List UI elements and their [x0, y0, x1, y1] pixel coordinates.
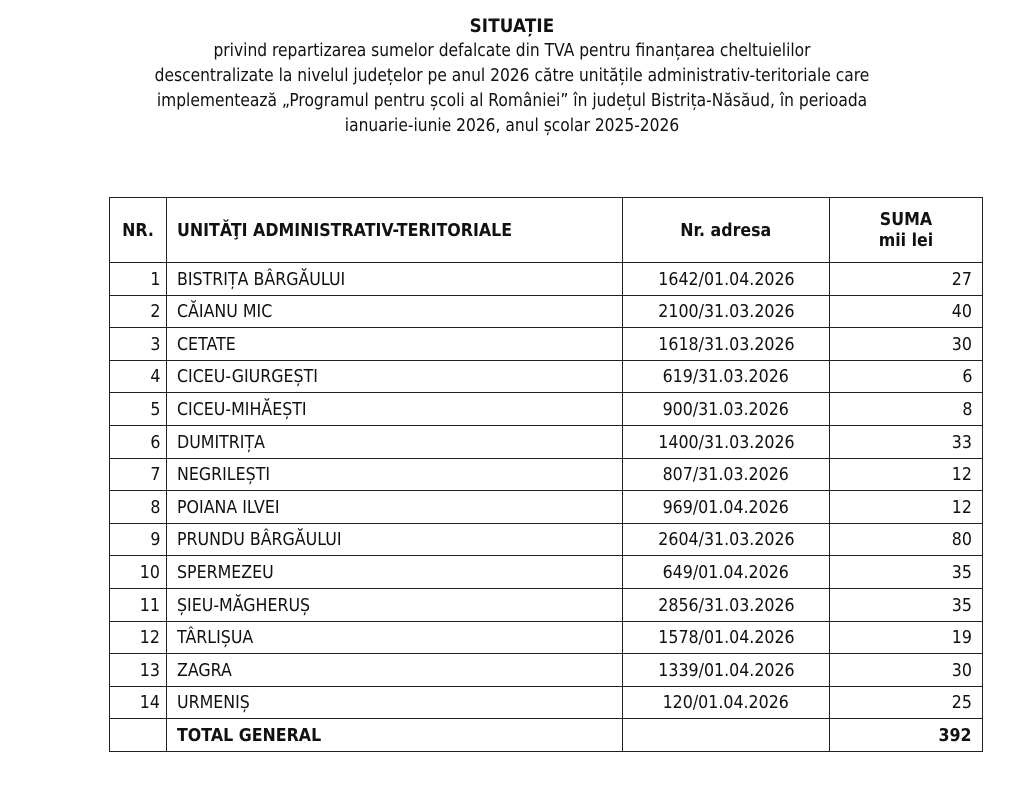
header-suma [830, 198, 983, 263]
allocation-table [109, 197, 983, 752]
row-amount: 35 [830, 556, 983, 589]
header-suma-unit: mii lei [878, 230, 934, 251]
table-row [110, 588, 983, 621]
subtitle-line: implementează „Programul pentru școli al României” în județul Bistrița-Năsăud, în perioada [156, 90, 868, 111]
total-nr-cell [110, 719, 167, 752]
table-row [110, 263, 983, 296]
row-amount: 25 [830, 686, 983, 719]
row-address-number: 969/01.04.2026 [623, 491, 830, 524]
table-row [110, 393, 983, 426]
row-address-number: 619/31.03.2026 [623, 360, 830, 393]
row-address-number: 1339/01.04.2026 [623, 654, 830, 687]
row-number: 1 [110, 263, 167, 296]
row-number: 4 [110, 360, 167, 393]
table-row [110, 295, 983, 328]
row-uat-name: NEGRILEȘTI [167, 458, 623, 491]
document-heading [0, 14, 1024, 138]
row-amount: 27 [830, 263, 983, 296]
header-nr: NR. [110, 198, 167, 263]
table-body [110, 263, 983, 752]
row-uat-name: BISTRIȚA BÂRGĂULUI [167, 263, 623, 296]
document-title: SITUAȚIE [469, 15, 555, 37]
row-amount: 35 [830, 588, 983, 621]
row-address-number: 1578/01.04.2026 [623, 621, 830, 654]
row-uat-name: PRUNDU BÂRGĂULUI [167, 523, 623, 556]
row-amount: 33 [830, 425, 983, 458]
row-uat-name: CETATE [167, 328, 623, 361]
row-address-number: 900/31.03.2026 [623, 393, 830, 426]
table-row [110, 458, 983, 491]
table-row [110, 621, 983, 654]
row-uat-name: ZAGRA [167, 654, 623, 687]
row-number: 8 [110, 491, 167, 524]
row-address-number: 649/01.04.2026 [623, 556, 830, 589]
row-number: 3 [110, 328, 167, 361]
row-number: 6 [110, 425, 167, 458]
row-amount: 80 [830, 523, 983, 556]
row-number: 2 [110, 295, 167, 328]
row-uat-name: DUMITRIȚA [167, 425, 623, 458]
table-header-row [110, 198, 983, 263]
row-address-number: 1642/01.04.2026 [623, 263, 830, 296]
row-amount: 12 [830, 491, 983, 524]
table-row [110, 328, 983, 361]
table-row [110, 654, 983, 687]
row-amount: 19 [830, 621, 983, 654]
table-row [110, 425, 983, 458]
subtitle-line: descentralizate la nivelul județelor pe anul 2026 către unitățile administrativ-teritoriale care [154, 65, 870, 86]
row-uat-name: URMENIȘ [167, 686, 623, 719]
row-uat-name: CICEU-GIURGEȘTI [167, 360, 623, 393]
row-uat-name: POIANA ILVEI [167, 491, 623, 524]
row-uat-name: CICEU-MIHĂEȘTI [167, 393, 623, 426]
header-adresa: Nr. adresa [623, 198, 830, 263]
row-number: 10 [110, 556, 167, 589]
table-row [110, 686, 983, 719]
table-row [110, 556, 983, 589]
total-amount: 392 [830, 719, 983, 752]
row-amount: 6 [830, 360, 983, 393]
header-uat: UNITĂŢI ADMINISTRATIV-TERITORIALE [167, 198, 623, 263]
row-number: 11 [110, 588, 167, 621]
total-label: TOTAL GENERAL [167, 719, 623, 752]
row-uat-name: TÂRLIȘUA [167, 621, 623, 654]
table-row [110, 523, 983, 556]
row-address-number: 2100/31.03.2026 [623, 295, 830, 328]
row-number: 5 [110, 393, 167, 426]
table-row [110, 491, 983, 524]
header-suma-label: SUMA [879, 209, 933, 230]
row-number: 7 [110, 458, 167, 491]
row-address-number: 120/01.04.2026 [623, 686, 830, 719]
row-amount: 30 [830, 328, 983, 361]
row-uat-name: ȘIEU-MĂGHERUȘ [167, 588, 623, 621]
row-uat-name: SPERMEZEU [167, 556, 623, 589]
row-uat-name: CĂIANU MIC [167, 295, 623, 328]
row-number: 14 [110, 686, 167, 719]
row-number: 12 [110, 621, 167, 654]
row-address-number: 2856/31.03.2026 [623, 588, 830, 621]
total-row [110, 719, 983, 752]
row-amount: 30 [830, 654, 983, 687]
row-amount: 8 [830, 393, 983, 426]
row-number: 9 [110, 523, 167, 556]
row-address-number: 2604/31.03.2026 [623, 523, 830, 556]
table-row [110, 360, 983, 393]
row-amount: 40 [830, 295, 983, 328]
total-address-cell [623, 719, 830, 752]
row-number: 13 [110, 654, 167, 687]
row-amount: 12 [830, 458, 983, 491]
row-address-number: 1618/31.03.2026 [623, 328, 830, 361]
row-address-number: 807/31.03.2026 [623, 458, 830, 491]
document-subtitle [82, 38, 942, 138]
row-address-number: 1400/31.03.2026 [623, 425, 830, 458]
subtitle-line: ianuarie-iunie 2026, anul școlar 2025-2026 [344, 115, 680, 136]
subtitle-line: privind repartizarea sumelor defalcate din TVA pentru finanțarea cheltuielilor [213, 40, 811, 61]
